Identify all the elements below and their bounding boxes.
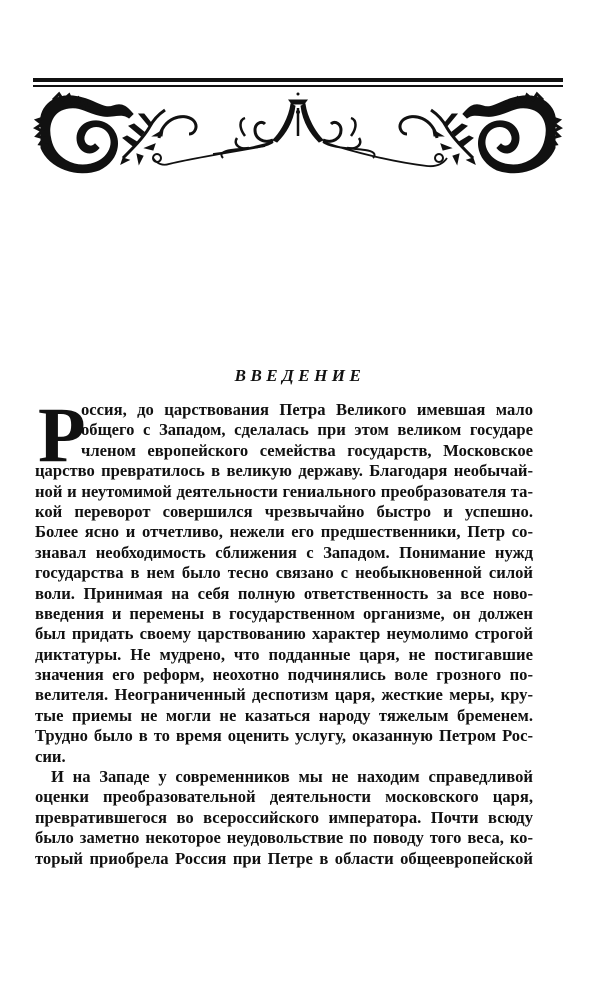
text-line: Более ясно и отчетливо, нежели его предшественники, Петр со- — [35, 522, 533, 542]
text-line: было заметно некоторое неудовольствие по поводу того веса, ко- — [35, 828, 533, 848]
text-line: велителя. Неограниченный деспотизм царя, жесткие меры, кру- — [35, 685, 533, 705]
text-line: оссия, до царствования Петра Великого имевшая мало — [81, 400, 533, 419]
top-rule-thin — [33, 85, 563, 87]
chapter-title: ВВЕДЕНИЕ — [234, 366, 366, 385]
top-rule-thick — [33, 78, 563, 82]
first-paragraph — [35, 391, 533, 767]
text-line: государства в нем было тесно связано с необыкновенной силой — [35, 563, 533, 583]
text-line: воли. Принимая на себя полную ответственность за все ново- — [35, 583, 533, 603]
text-line: Трудно было в то время оценить услугу, оказанную Петром Рос- — [35, 726, 533, 746]
headpiece-ornament-icon — [33, 88, 563, 178]
text-line: превратившегося во всероссийского императора. Почти всюду — [35, 807, 533, 827]
second-paragraph — [35, 767, 533, 869]
drop-cap: Р — [38, 391, 86, 478]
text-line: введения и перемены в государственном организме, он должен — [35, 603, 533, 623]
text-line: торый приобрела Россия при Петре в области общеевропейской — [35, 848, 533, 868]
text-line: знавал необходимость сближения с Западом. Понимание нужд — [35, 542, 533, 562]
body-text — [35, 391, 533, 869]
text-line: оценки преобразовательной деятельности московского царя, — [35, 787, 533, 807]
text-line: тые приемы не могли не казаться народу тяжелым бременем. — [35, 705, 533, 725]
text-line: ной и неутомимой деятельности гениального преобразователя та- — [35, 481, 533, 501]
text-line: И на Западе у современников мы не находим справедливой — [51, 767, 533, 787]
text-line: значения его реформ, неохотно подчинялись воле грозного по- — [35, 665, 533, 685]
text-line: членом европейского семейства государств, Московское — [81, 440, 533, 460]
text-line: диктатуры. Не мудрено, что подданные царя, не постигавшие — [35, 644, 533, 664]
text-line: царство превратилось в великую державу. Благодаря необычай- — [35, 461, 533, 481]
text-line: общего с Западом, сделалась при этом великом государе — [81, 420, 533, 440]
text-line: был придать своему царствованию характер неумолимо строгой — [35, 624, 533, 644]
text-line: кой переворот совершился чрезвычайно быстро и успешно. — [35, 501, 533, 521]
text-line: сии. — [35, 746, 66, 766]
